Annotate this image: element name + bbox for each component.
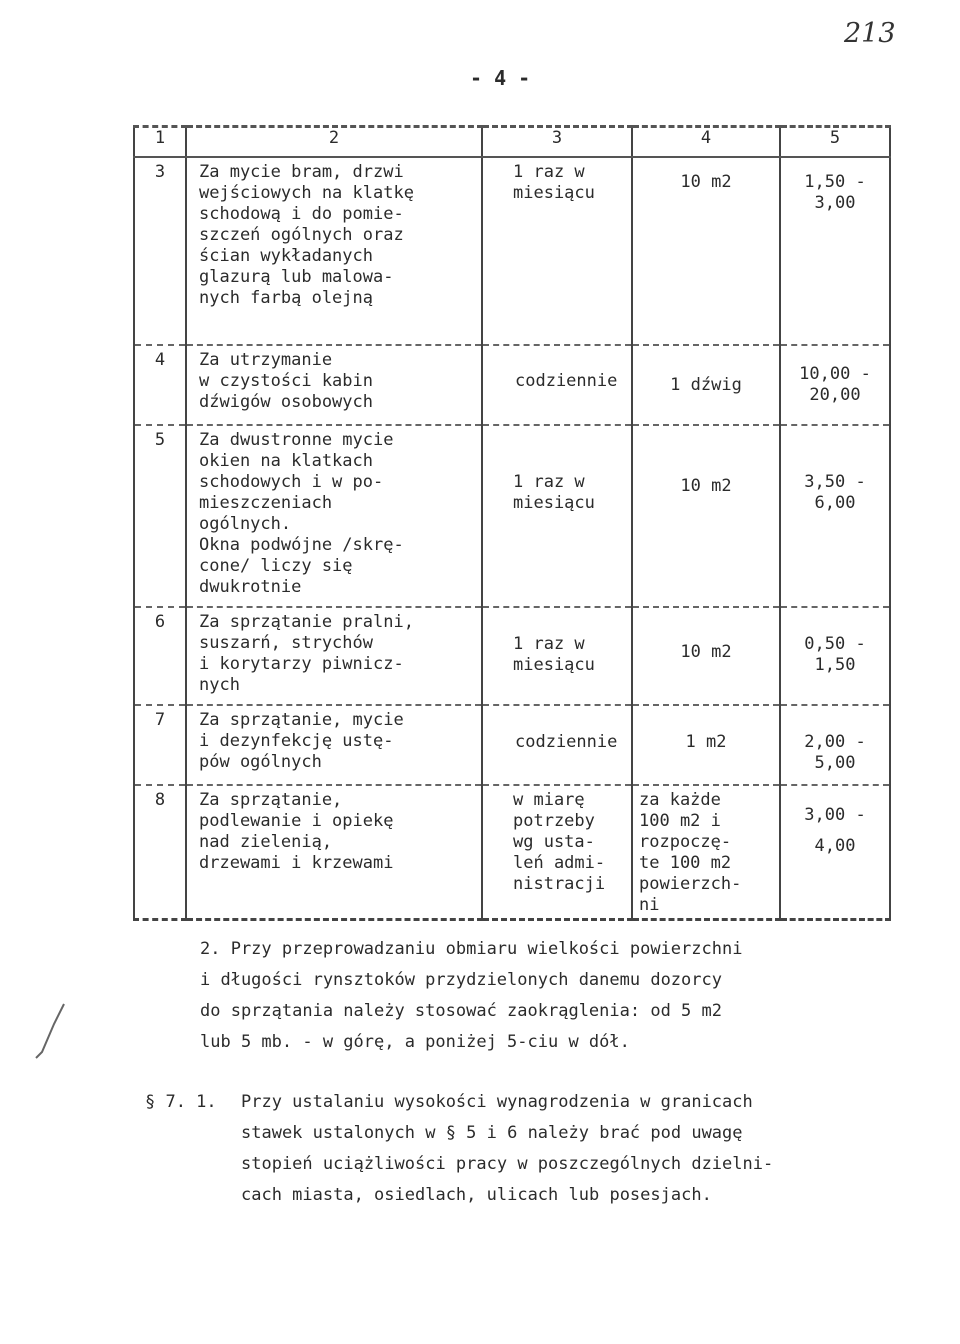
table-header-row <box>134 127 890 158</box>
row-frequency: codziennie <box>515 732 618 752</box>
paragraph-2: 2. Przy przeprowadzaniu obmiaru wielkości powierzchni i długości rynsztoków przydzielonych danemu dozorcy do sprzątania należy stosować zaokrąglenia: od 5 m2 lub 5 mb. - w górę, a poniżej 5-ciu w dół. <box>200 939 743 1052</box>
table-row <box>134 705 890 785</box>
header-cell: 2 <box>186 127 482 158</box>
row-frequency: w miarę potrzeby wg usta- leń admi- nistracji <box>513 790 606 894</box>
header-cell: 1 <box>134 127 186 158</box>
row-rate: 10,00 - 20,00 <box>799 364 871 405</box>
row-description: Za dwustronne mycie okien na klatkach schodowych i w po- mieszczeniach ogólnych. Okna podwójne /skrę- cone/ liczy się dwukrotnie <box>199 430 404 597</box>
header-cell: 5 <box>780 127 890 158</box>
row-number: 4 <box>134 345 186 425</box>
row-frequency: codziennie <box>515 370 618 391</box>
row-frequency: 1 raz w miesiącu <box>513 472 595 513</box>
row-description: Za sprzątanie pralni, suszarń, strychów i korytarzy piwnicz- nych <box>199 612 414 695</box>
row-unit: 10 m2 <box>680 476 732 496</box>
section-7 <box>145 1087 905 1205</box>
table-row <box>134 157 890 345</box>
row-description: Za sprzątanie, mycie i dezynfekcję ustę- pów ogólnych <box>199 710 404 772</box>
page-number: - 4 - <box>470 66 531 90</box>
row-frequency: 1 raz w miesiącu <box>513 162 595 203</box>
row-unit: 10 m2 <box>680 172 732 192</box>
fee-table <box>133 125 891 921</box>
row-description: Za sprzątanie, podlewanie i opiekę nad zielenią, drzewami i krzewami <box>199 790 394 873</box>
row-number: 3 <box>134 157 186 345</box>
row-number: 6 <box>134 607 186 705</box>
row-rate: 1,50 - 3,00 <box>804 172 866 213</box>
table-row <box>134 607 890 705</box>
pen-mark <box>30 1000 70 1060</box>
row-description: Za mycie bram, drzwi wejściowych na klatkę schodową i do pomie- szczeń ogólnych oraz ścian wykładanych glazurą lub malowa- nych farbą olejną <box>199 162 414 308</box>
row-unit: 1 m2 <box>685 732 727 752</box>
table-row <box>134 345 890 425</box>
table-row <box>134 425 890 607</box>
row-description: Za utrzymanie w czystości kabin dźwigów osobowych <box>199 350 373 412</box>
row-number: 5 <box>134 425 186 607</box>
folio-number: 213 <box>844 18 896 49</box>
row-unit: 10 m2 <box>680 642 732 662</box>
row-number: 7 <box>134 705 186 785</box>
row-unit: 1 dźwig <box>670 374 742 395</box>
row-frequency: 1 raz w miesiącu <box>513 634 595 675</box>
row-rate: 2,00 - 5,00 <box>804 732 866 773</box>
row-rate: 3,00 - 4,00 <box>804 805 866 856</box>
row-rate: 0,50 - 1,50 <box>804 634 866 675</box>
row-unit: za każde 100 m2 i rozpoczę- te 100 m2 powierzch- ni <box>639 790 742 915</box>
row-number: 8 <box>134 785 186 919</box>
header-cell: 4 <box>632 127 780 158</box>
row-rate: 3,50 - 6,00 <box>804 472 866 513</box>
header-cell: 3 <box>482 127 632 158</box>
section-7-number: § 7. 1. <box>145 1092 217 1112</box>
table-row <box>134 785 890 919</box>
section-7-text: Przy ustalaniu wysokości wynagrodzenia w granicach stawek ustalonych w § 5 i 6 należy brać pod uwagę stopień uciążliwości pracy w poszczególnych dzielni- cach miasta, osiedlach, ulicach lub posesjach. <box>241 1092 774 1205</box>
